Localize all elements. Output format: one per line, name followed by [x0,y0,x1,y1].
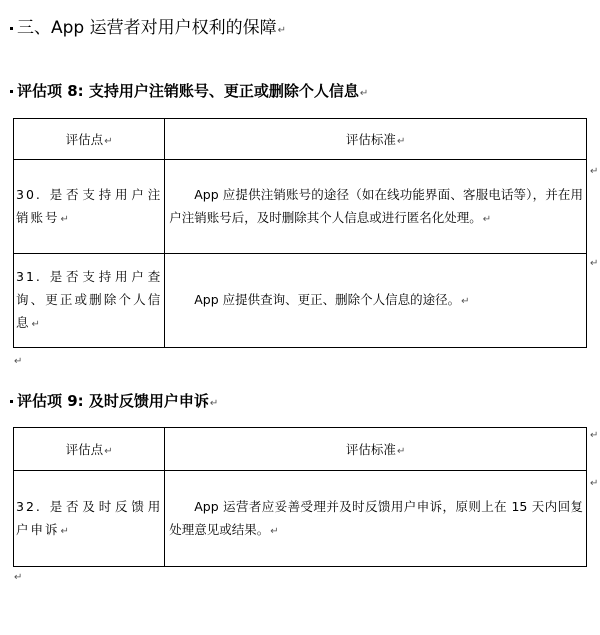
row-end-mark: ↵ [590,478,599,489]
header-cell-point: 评估点↵ [14,119,165,160]
evaluation-point-cell: 32. 是否及时反馈用户申诉↵ [14,471,165,567]
evaluation-criteria-cell: App 应提供注销账号的途径（如在线功能界面、客服电话等），并在用户注销账号后，及时删除其个人信息或进行匿名化处理。↵ [165,160,587,254]
row-end-mark: ↵ [590,258,599,269]
row-end-mark: ↵ [590,166,599,177]
table-header-row [14,119,587,160]
header-cell-criteria: 评估标准↵ [165,428,587,471]
row-end-mark: ↵ [590,430,599,441]
evaluation-point-cell: 30. 是否支持用户注销账号↵ [14,160,165,254]
header-cell-criteria: 评估标准↵ [165,119,587,160]
header-cell-point: 评估点↵ [14,428,165,471]
bullet-marker [10,27,13,30]
section-heading-text: 三、App 运营者对用户权利的保障 [17,18,277,38]
bullet-marker [10,90,13,93]
paragraph-mark: ↵ [209,398,219,409]
paragraph-mark: ↵ [14,356,23,367]
bullet-marker [10,400,13,403]
evaluation-item-8-title-text: 评估项 8: 支持用户注销账号、更正或删除个人信息 [17,82,359,100]
table-header-row [14,428,587,471]
evaluation-point-cell: 31. 是否支持用户查询、更正或删除个人信息↵ [14,254,165,348]
paragraph-mark: ↵ [277,25,287,36]
table-row [14,471,587,567]
evaluation-table-8 [13,118,587,348]
section-heading [10,16,286,43]
evaluation-table-9 [13,427,587,567]
table-row [14,160,587,254]
evaluation-item-9-title [10,390,218,415]
evaluation-criteria-cell: App 运营者应妥善受理并及时反馈用户申诉，原则上在 15 天内回复处理意见或结果。↵ [165,471,587,567]
table-row [14,254,587,348]
paragraph-mark: ↵ [359,88,369,99]
evaluation-item-9-title-text: 评估项 9: 及时反馈用户申诉 [17,392,209,410]
paragraph-mark: ↵ [14,572,23,583]
evaluation-criteria-cell: App 应提供查询、更正、删除个人信息的途径。↵ [165,254,587,348]
evaluation-item-8-title [10,80,368,105]
